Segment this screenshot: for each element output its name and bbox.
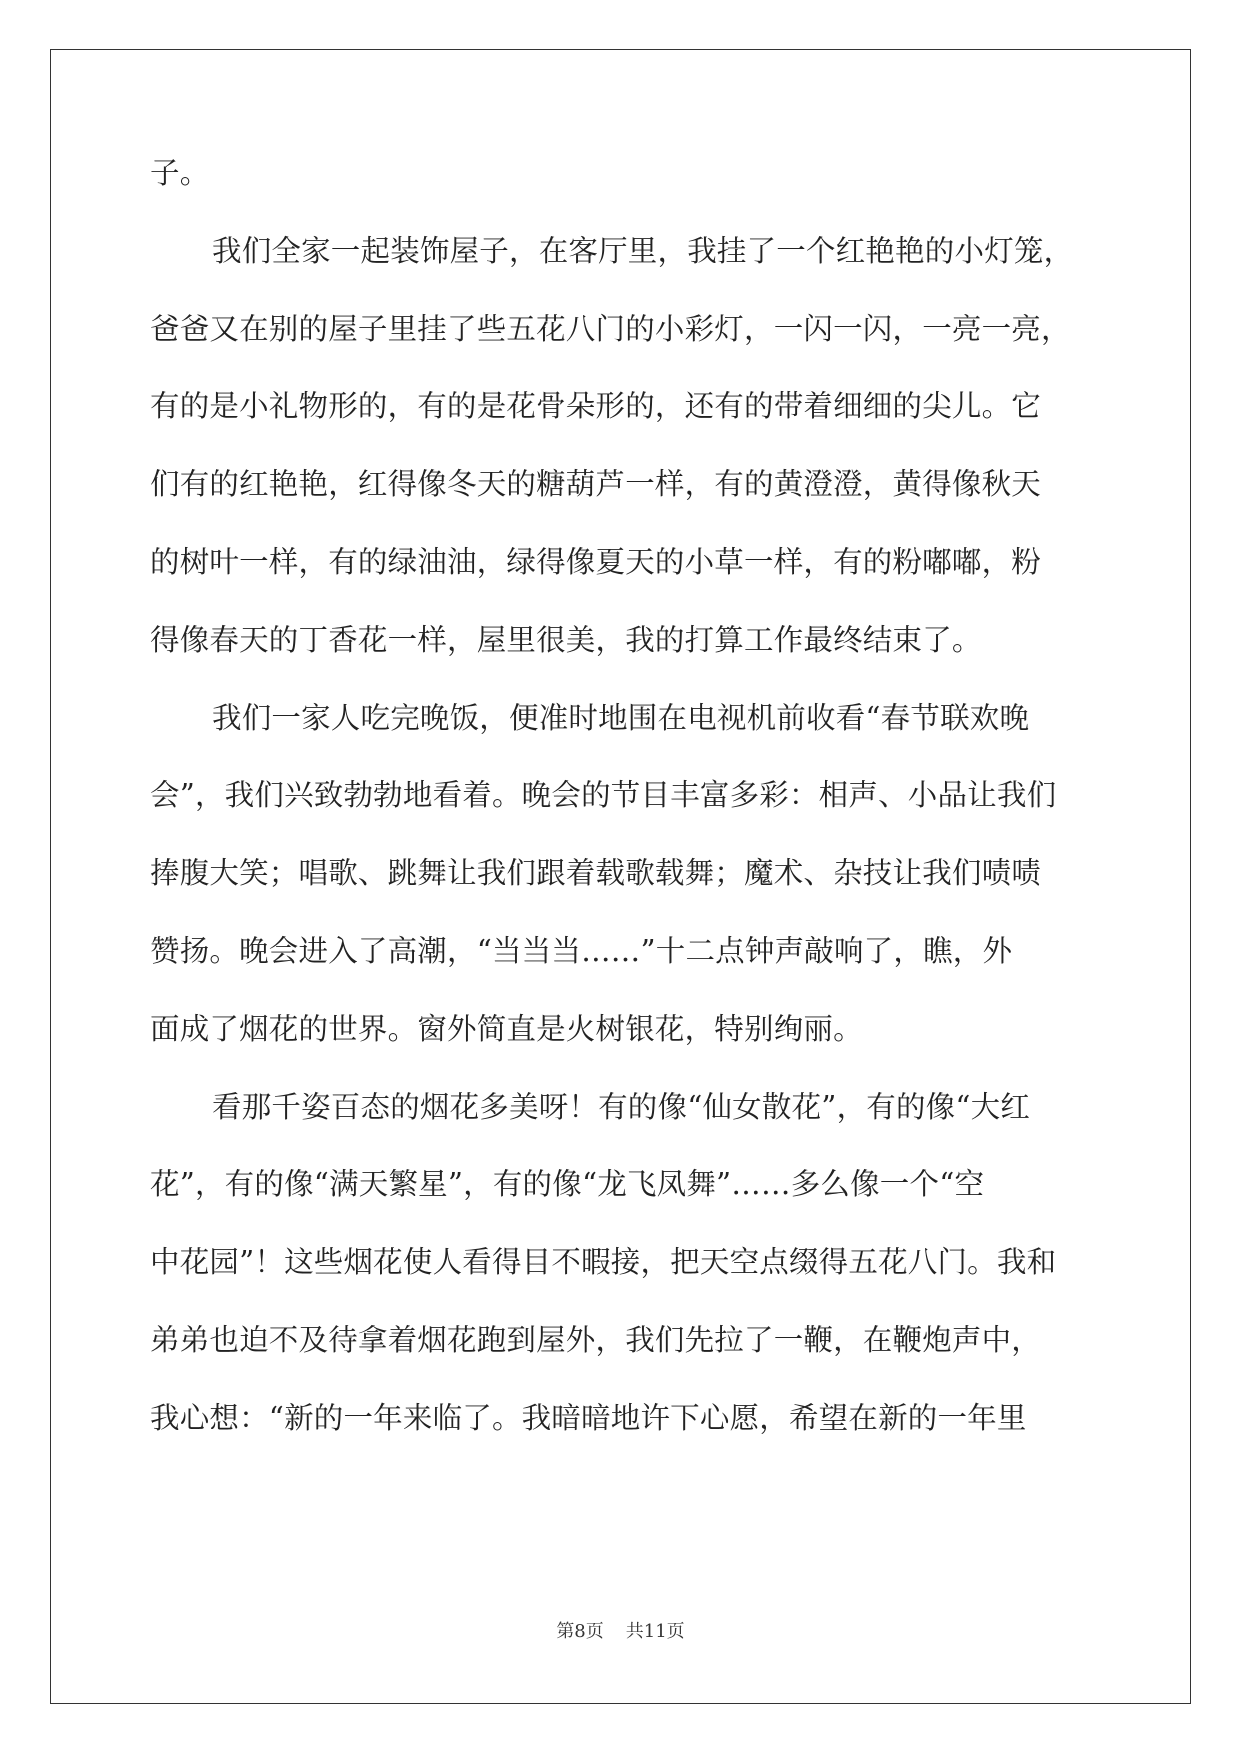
text-line: 的树叶一样，有的绿油油，绿得像夏天的小草一样，有的粉嘟嘟，粉 xyxy=(150,545,1042,579)
text-line: 们有的红艳艳，红得像冬天的糖葫芦一样，有的黄澄澄，黄得像秋天 xyxy=(150,468,1042,502)
text-line: 有的是小礼物形的，有的是花骨朵形的，还有的带着细细的尖儿。它 xyxy=(150,390,1042,424)
text-line: 面成了烟花的世界。窗外简直是火树银花，特别绚丽。 xyxy=(150,1012,863,1046)
text-line: 弟弟也迫不及待拿着烟花跑到屋外，我们先拉了一鞭，在鞭炮声中， xyxy=(150,1323,1042,1357)
text-line: 我们全家一起装饰屋子，在客厅里，我挂了一个红艳艳的小灯笼， xyxy=(212,234,1074,268)
text-line: 爸爸又在别的屋子里挂了些五花八门的小彩灯，一闪一闪，一亮一亮， xyxy=(150,312,1071,346)
text-line: 我心想：“新的一年来临了。我暗暗地许下心愿，希望在新的一年里 xyxy=(150,1401,1027,1435)
page-total: 共11页 xyxy=(625,1621,685,1642)
text-line: 子。 xyxy=(150,157,210,190)
text-line: 花”，有的像“满天繁星”，有的像“龙飞凤舞”……多么像一个“空 xyxy=(150,1168,985,1202)
text-line: 中花园”！这些烟花使人看得目不暇接，把天空点缀得五花八门。我和 xyxy=(150,1246,1057,1280)
document-body xyxy=(150,157,1085,1480)
text-line: 看那千姿百态的烟花多美呀！有的像“仙女散花”，有的像“大红 xyxy=(212,1090,1031,1124)
text-line: 我们一家人吃完晚饭，便准时地围在电视机前收看“春节联欢晚 xyxy=(212,701,1030,735)
text-line: 赞扬。晚会进入了高潮，“当当当……”十二点钟声敲响了，瞧，外 xyxy=(150,934,1013,968)
text-line: 捧腹大笑；唱歌、跳舞让我们跟着载歌载舞；魔术、杂技让我们啧啧 xyxy=(150,857,1042,891)
text-line: 得像春天的丁香花一样，屋里很美，我的打算工作最终结束了。 xyxy=(150,623,982,657)
text-line: 会”，我们兴致勃勃地看着。晚会的节目丰富多彩：相声、小品让我们 xyxy=(150,779,1057,813)
page-footer xyxy=(0,1617,1241,1643)
page-number: 第8页 xyxy=(556,1621,604,1642)
